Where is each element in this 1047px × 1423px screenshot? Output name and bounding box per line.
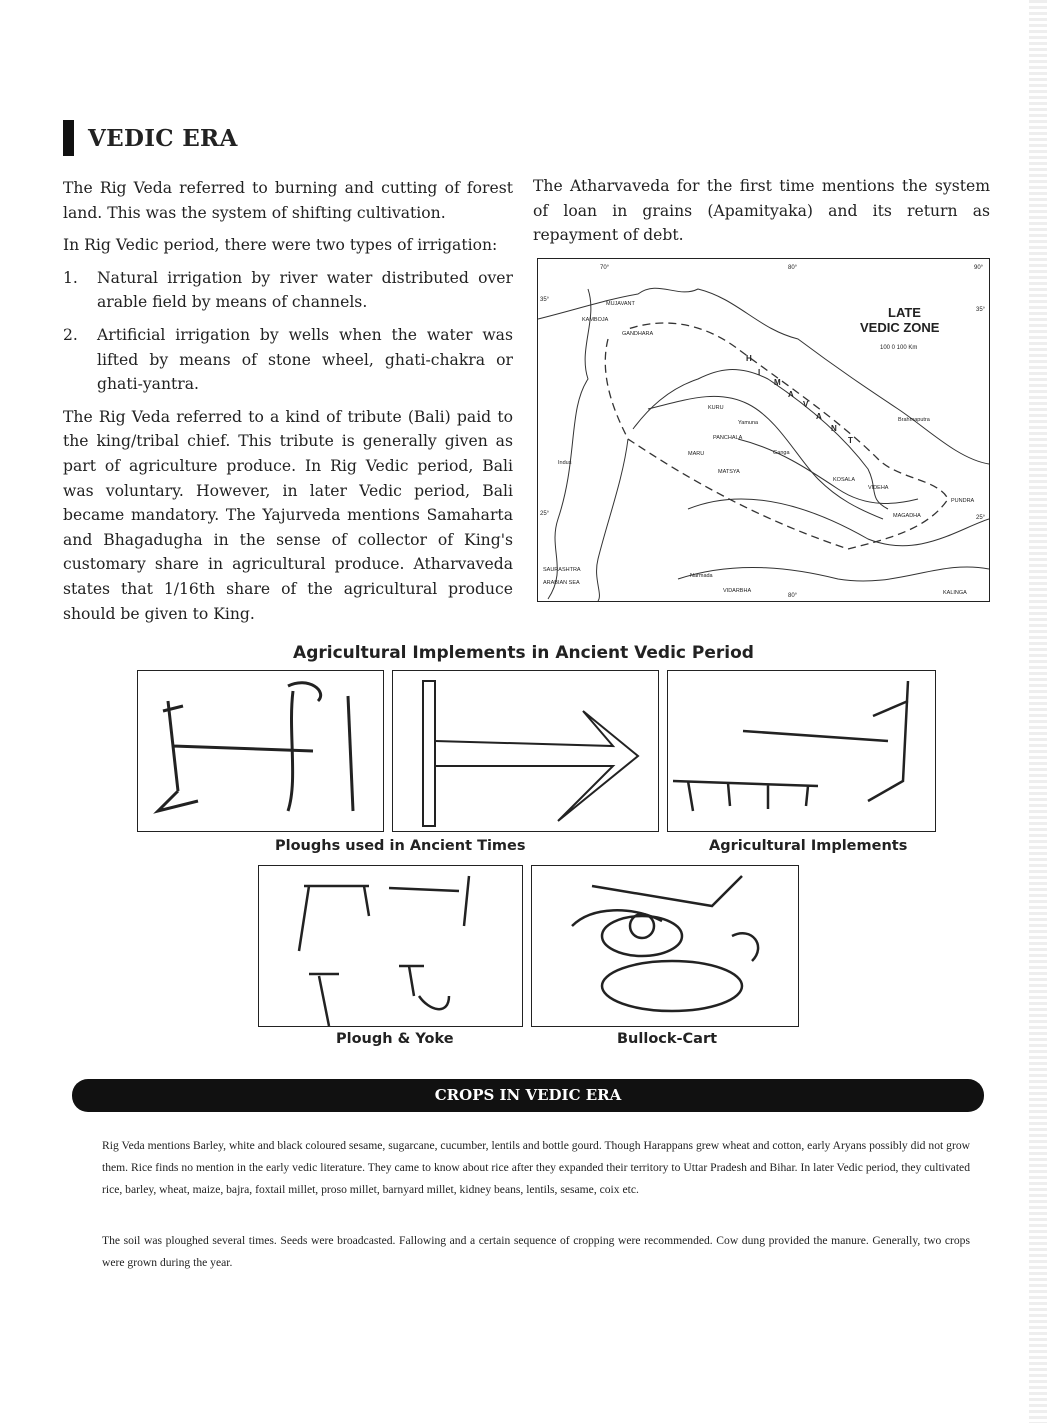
map-label: MUJAVANT [606,301,635,307]
map-scale: 100 0 100 Km [880,345,918,351]
map-label: VIDEHA [868,485,889,491]
caption-ploughs: Ploughs used in Ancient Times [275,838,526,854]
map-label: Brahmaputra [898,417,930,423]
map-title-line1: LATE [888,305,921,320]
plough-drawing-image [392,670,659,832]
ploughs-image [137,670,384,832]
map-letter: V [803,400,809,409]
list-text: Artificial irrigation by wells when the water was lifted by means of stone wheel, ghati-chakra or ghati-yantra. [97,325,513,394]
map-label: KALINGA [943,590,967,596]
caption-implements: Agricultural Implements [709,838,908,854]
caption-bullock-cart: Bullock-Cart [617,1031,718,1047]
section-heading [63,120,238,156]
map-letter: A [816,412,822,421]
heading-text: VEDIC ERA [88,124,238,152]
bullock-cart-image [531,865,799,1027]
map-letter: T [848,436,853,445]
lon-label: 90° [974,265,984,271]
plough-yoke-image [258,865,523,1027]
lat-label: 35° [976,307,986,313]
figures-title: Agricultural Implements in Ancient Vedic Period [293,643,754,663]
lon-label: 80° [788,265,798,271]
lat-label: 25° [540,511,550,517]
map-label: Yamuna [738,420,759,426]
paragraph: The Atharvaveda for the first time mentions the system of loan in grains (Apamityaka) and its return as repayment of debt. [533,177,990,245]
map-label: Ganga [773,450,790,456]
lat-label: 25° [976,515,986,521]
map-letter: I [758,368,761,377]
map-label: MATSYA [718,469,740,475]
map-letter: A [788,390,794,399]
map-label: Indus [558,460,572,466]
map-label: GANDHARA [622,331,654,337]
map-letter: N [831,424,837,433]
map-label: VIDARBHA [723,588,752,594]
caption-plough-yoke: Plough & Yoke [336,1031,454,1047]
paragraph: The Rig Veda referred to burning and cutting of forest land. This was the system of shifting cultivation. [63,179,513,222]
lon-label: 70° [600,265,610,271]
lat-label: 35° [540,297,550,303]
map-title-line2: VEDIC ZONE [860,320,940,335]
crops-paragraph: Rig Veda mentions Barley, white and black coloured sesame, sugarcane, cucumber, lentils and bottle gourd. Though Harappans grew wheat and cotton, early Aryans possibly did not grow them. Rice finds no mention in the early vedic literature. They came to know about rice after they expanded their territory to Uttar Pradesh and Bihar. In later Vedic period, they cultivated rice, barley, wheat, maize, bajra, foxtail millet, proso millet, barnyard millet, kidney beans, lentils, sesame, coix etc. [102,1139,970,1196]
list-number: 2. [63,325,78,344]
list-item [63,323,513,397]
map-label: KOSALA [833,477,856,483]
map-label: ARABIAN SEA [543,580,580,586]
paragraph: The Rig Veda referred to a kind of tribute (Bali) paid to the king/tribal chief. This tribute is generally given as part of agriculture produce. In Rig Vedic period, Bali was voluntary. However, in later Vedic period, Bali became mandatory. The Yajurveda mentions Samaharta and Bhagadugha in the sense of collector of King's customary share in agricultural produce. Atharvaveda states that 1/16th share of the agricultural produce should be given to King. [63,407,513,623]
crops-section-title: CROPS IN VEDIC ERA [72,1079,984,1112]
map-label: KURU [708,405,724,411]
lon-label: 80° [788,593,798,599]
list-item [63,266,513,315]
paragraph: In Rig Vedic period, there were two types of irrigation: [63,236,498,255]
map-label: PUNDRA [951,498,975,504]
list-number: 1. [63,268,78,287]
map-letter: H [746,354,752,363]
left-column [63,176,513,634]
scan-edge [1029,0,1047,1423]
map-label: PANCHALA [713,435,743,441]
map-letter: M [774,378,781,387]
map-label: MARU [688,451,705,457]
map-label: KAMBOJA [582,317,609,323]
map-label: Narmada [690,573,713,579]
agricultural-implements-image [667,670,936,832]
heading-bar [63,120,74,156]
late-vedic-zone-map [537,258,990,602]
right-column [533,174,990,256]
map-label: SAURASHTRA [543,567,581,573]
crops-paragraph: The soil was ploughed several times. Seeds were broadcasted. Fallowing and a certain sequence of cropping were recommended. Cow dung provided the manure. Generally, two crops were grown during the year. [102,1234,970,1269]
map-label: MAGADHA [893,513,921,519]
list-text: Natural irrigation by river water distributed over arable field by means of channels. [97,268,513,312]
